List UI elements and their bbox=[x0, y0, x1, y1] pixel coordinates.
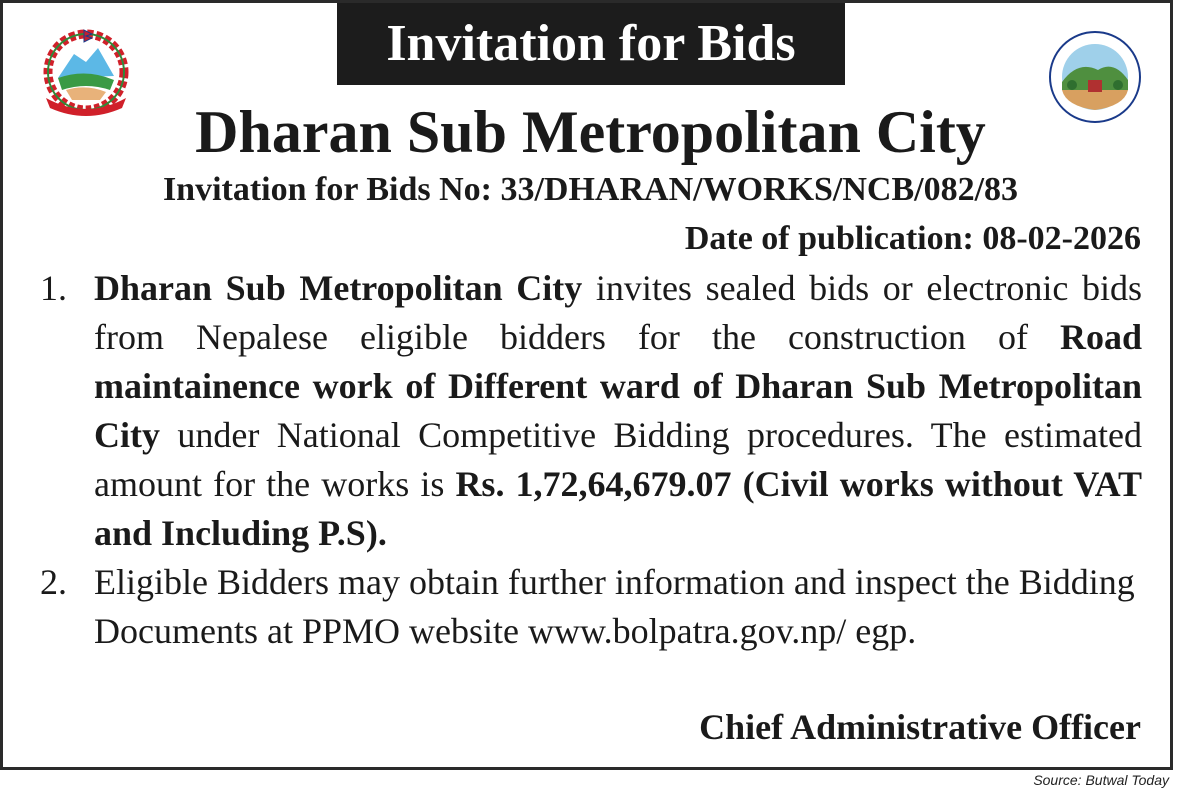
list-item bbox=[40, 264, 1142, 558]
notice-banner: Invitation for Bids bbox=[337, 3, 845, 85]
text-segment: invites sealed bids or electronic bids from Nepalese eligible bidders for the construction of bbox=[94, 268, 1142, 357]
notice-items bbox=[40, 264, 1142, 656]
item-text: Eligible Bidders may obtain further information and inspect the Bidding Documents at PPMO website www.bolpatra.gov.np/ egp. bbox=[94, 562, 1135, 651]
item-text bbox=[94, 264, 1142, 558]
project-name: Road maintainence work of Different ward of Dharan Sub Metropolitan City bbox=[94, 317, 1142, 455]
source-credit: Source: Butwal Today bbox=[1033, 772, 1169, 788]
page-title: Dharan Sub Metropolitan City bbox=[195, 99, 986, 165]
list-item bbox=[40, 558, 1142, 656]
ifb-number: Invitation for Bids No: 33/DHARAN/WORKS/NCB/082/83 bbox=[162, 171, 1019, 208]
item-number: 2. bbox=[40, 562, 67, 602]
publication-date: Date of publication: 08-02-2026 bbox=[684, 220, 1141, 257]
signatory: Chief Administrative Officer bbox=[699, 707, 1141, 747]
estimated-amount: Rs. 1,72,64,679.07 (Civil works without VAT and Including P.S). bbox=[94, 464, 1142, 553]
item-number: 1. bbox=[40, 268, 67, 308]
agency-name: Dharan Sub Metropolitan City bbox=[94, 268, 583, 308]
text-segment: under National Competitive Bidding procedures. The estimated amount for the works is bbox=[94, 415, 1142, 504]
